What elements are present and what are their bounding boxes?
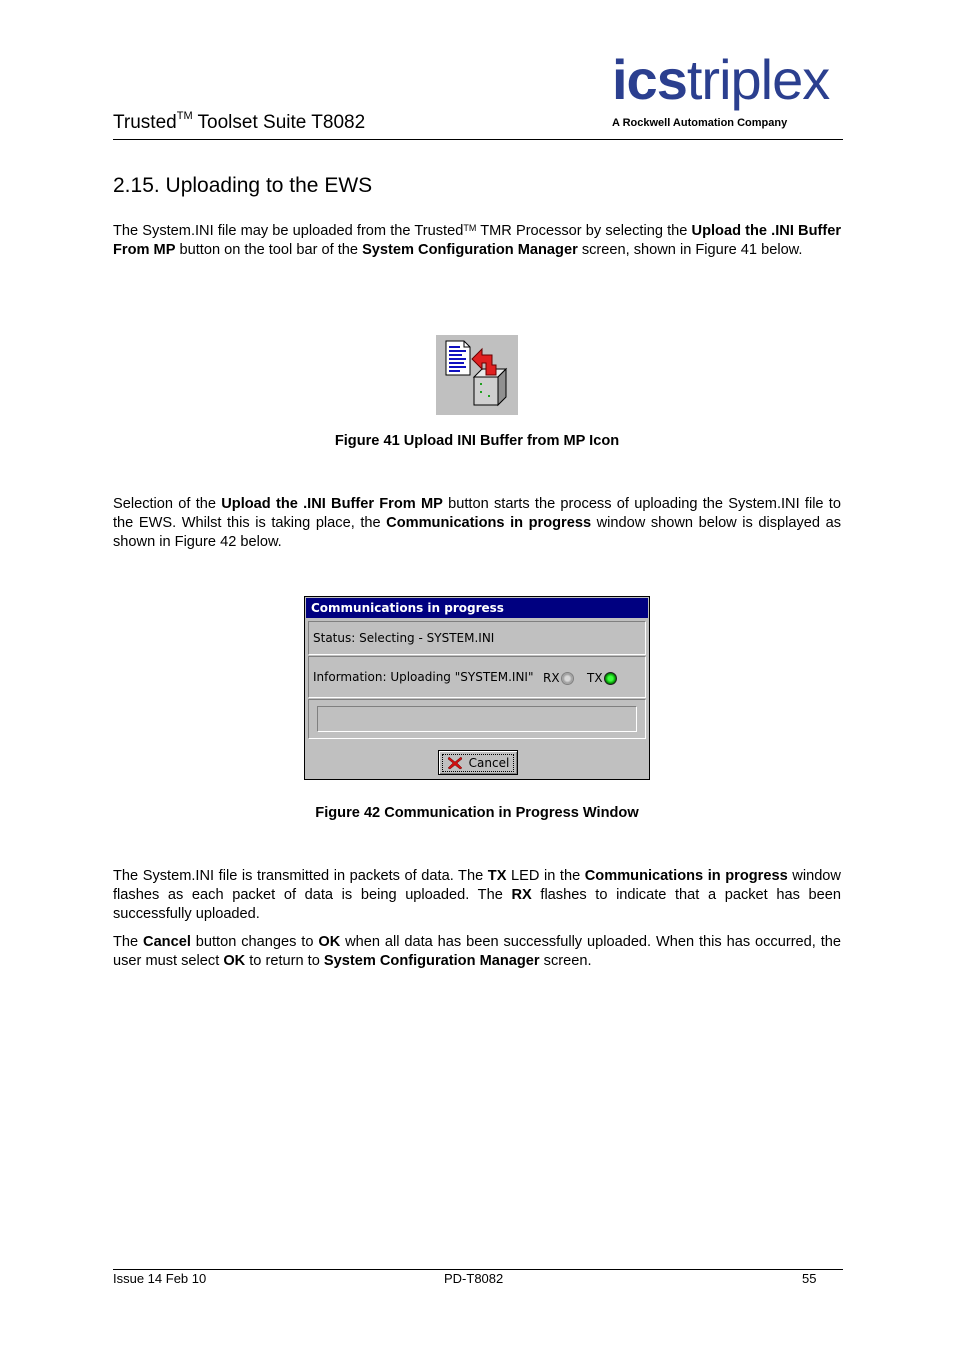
rx-led-icon <box>561 672 574 685</box>
paragraph-intro: The System.INI file may be uploaded from the Trusted™ TMR Processor by selecting the Upload the .INI Buffer From MP button on the tool bar of the System Configuration Manager screen, shown in Figure 41 below. <box>113 223 841 258</box>
trademark-superscript: TM <box>176 110 193 122</box>
progress-panel <box>308 699 646 739</box>
information-text: Information: Uploading "SYSTEM.INI" <box>313 670 534 684</box>
logo-company: Company <box>737 117 788 129</box>
cancel-button[interactable] <box>438 750 518 775</box>
header-title-pre: Trusted <box>113 112 177 133</box>
footer-issue: Issue 14 Feb 10 <box>113 1271 207 1286</box>
figure-41-caption: Figure 41 Upload INI Buffer from MP Icon <box>334 433 620 449</box>
paragraph-selection: Selection of the Upload the .INI Buffer From MP button starts the process of uploading the System.INI file to the EWS. Whilst this is taking place, the Communications in progress window shown below is displayed as shown in Figure 42 below. <box>113 496 841 550</box>
tx-indicator: TX <box>587 671 617 685</box>
logo-tagline: A Rockwell Automation <box>612 117 735 129</box>
logo-ics-text: ics <box>612 48 687 111</box>
rx-indicator: RX <box>543 671 574 685</box>
status-panel <box>308 621 646 655</box>
figure-42-caption: Figure 42 Communication in Progress Window <box>315 805 639 821</box>
status-text: Status: Selecting - SYSTEM.INI <box>313 631 495 645</box>
footer-doc-number: PD-T8082 <box>444 1271 504 1286</box>
progress-bar <box>317 706 637 732</box>
dialog-title-bar: Communications in progress <box>306 598 648 618</box>
red-x-icon <box>447 756 463 770</box>
footer-page-number: 55 <box>802 1271 817 1286</box>
header-title-post: Toolset Suite T8082 <box>192 112 366 133</box>
logo-triplex-text: triplex <box>686 48 830 111</box>
upload-ini-buffer-icon <box>436 335 518 415</box>
header-divider <box>113 139 843 140</box>
paragraph-transmission: The System.INI file is transmitted in packets of data. The TX LED in the Communications in progress window flashes as each packet of data is being uploaded. The RX flashes to indicate that a packet has been successfully uploaded. <box>113 868 841 922</box>
paragraph-cancel: The Cancel button changes to OK when all data has been successfully uploaded. When this has occurred, the user must select OK to return to System Configuration Manager screen. <box>113 934 842 969</box>
footer-divider <box>113 1269 843 1270</box>
cancel-button-label: Cancel <box>468 755 510 770</box>
communications-dialog <box>304 596 650 780</box>
section-heading: 2.15. Uploading to the EWS <box>113 174 373 197</box>
tx-led-icon <box>604 672 617 685</box>
information-panel <box>308 656 646 698</box>
document-header-title <box>113 112 365 134</box>
ics-triplex-logo <box>612 48 844 134</box>
